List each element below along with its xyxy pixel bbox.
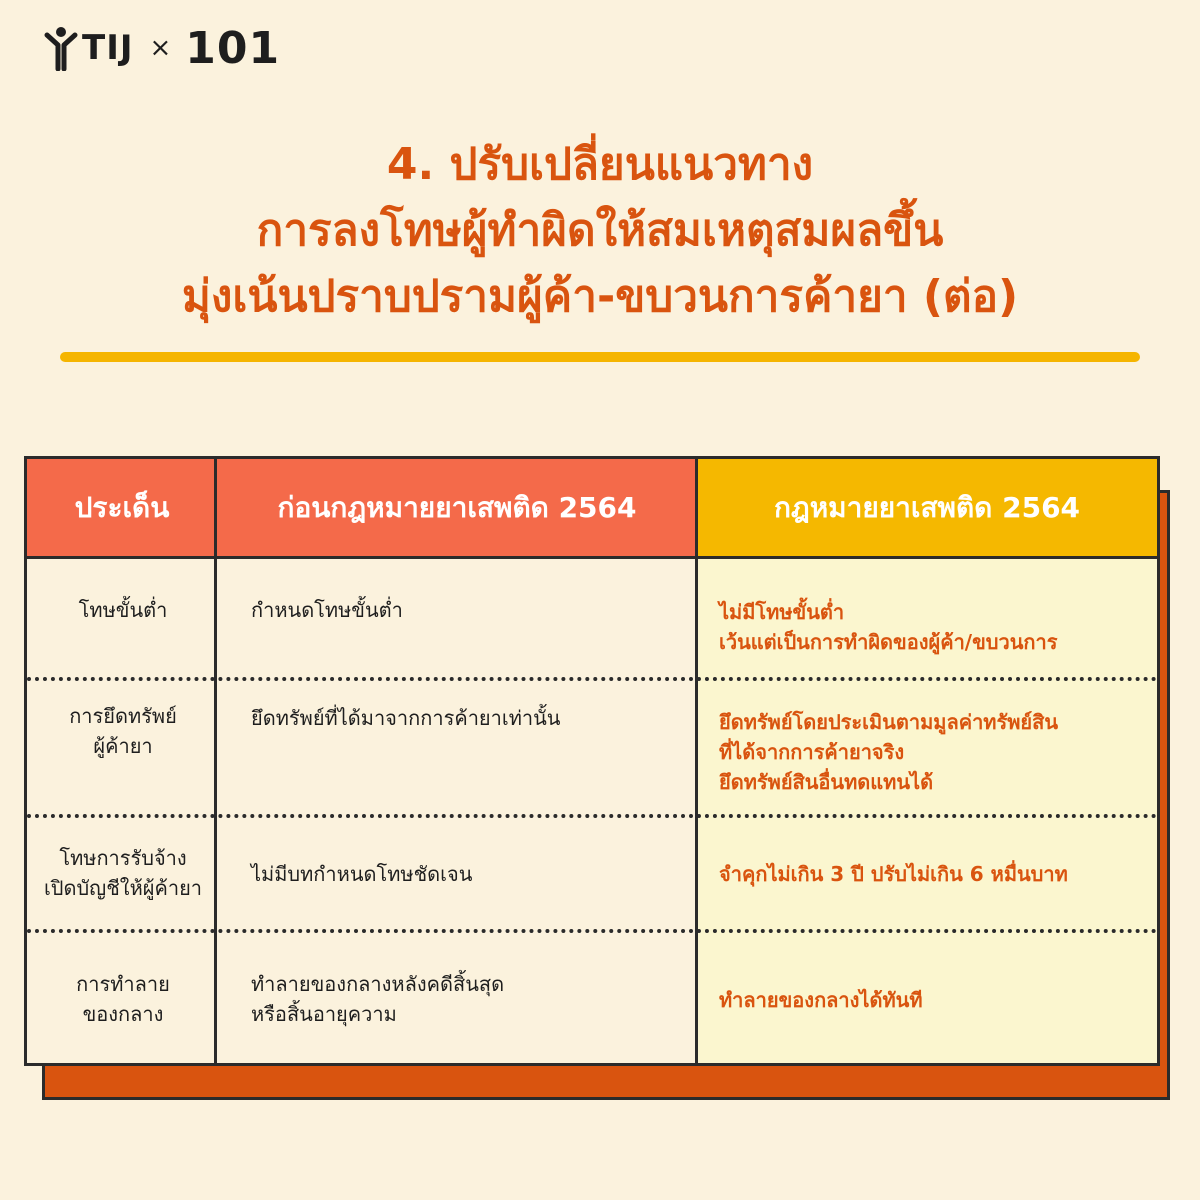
- title-line-1: 4. ปรับเปลี่ยนแนวทาง: [386, 139, 814, 190]
- header-before-law: ก่อนกฎหมายยาเสพติด 2564: [217, 459, 697, 559]
- title-line-3: มุ่งเน้นปราบปรามผู้ค้า-ขบวนการค้ายา (ต่อ): [181, 271, 1019, 322]
- logo-101-text: 101: [185, 22, 281, 74]
- table-cell-after: จำคุกไม่เกิน 3 ปี ปรับไม่เกิน 6 หมื่นบาท: [719, 862, 1068, 886]
- person-arms-up-icon: [44, 25, 78, 71]
- table-cell-issue: การทำลาย ของกลาง: [76, 972, 170, 1026]
- column-divider: [214, 459, 217, 1063]
- comparison-table: [24, 456, 1160, 1066]
- logo-separator: ×: [149, 33, 172, 63]
- title-underline: [60, 352, 1140, 362]
- table-cell-after: ทำลายของกลางได้ทันที: [719, 988, 923, 1012]
- logo: [44, 18, 280, 78]
- table-cell-issue: โทษการรับจ้าง เปิดบัญชีให้ผู้ค้ายา: [43, 846, 203, 900]
- table-cell-before: ไม่มีบทกำหนดโทษชัดเจน: [251, 862, 473, 886]
- table-cell-before: ทำลายของกลางหลังคดีสิ้นสุด หรือสิ้นอายุความ: [251, 972, 505, 1026]
- logo-tij-text: TIJ: [82, 28, 134, 68]
- row-divider: [27, 814, 1157, 818]
- table-cell-after: ยึดทรัพย์โดยประเมินตามมูลค่าทรัพย์สิน ที่ได้จากการค้ายาจริง ยึดทรัพย์สินอื่นทดแทนได้: [719, 710, 1059, 794]
- table-cell-issue: การยึดทรัพย์ ผู้ค้ายา: [69, 704, 177, 758]
- header-law-2564: กฎหมายยาเสพติด 2564: [697, 459, 1157, 559]
- header-issue: ประเด็น: [27, 459, 217, 559]
- table-cell-before: ยึดทรัพย์ที่ได้มาจากการค้ายาเท่านั้น: [251, 706, 561, 730]
- column-divider: [695, 459, 698, 1063]
- row-divider: [27, 677, 1157, 681]
- title-line-2: การลงโทษผู้ทำผิดให้สมเหตุสมผลขึ้น: [256, 205, 944, 256]
- row-divider: [27, 929, 1157, 933]
- table-cell-after: ไม่มีโทษขั้นต่ำ เว้นแต่เป็นการทำผิดของผู้ค้า/ขบวนการ: [719, 600, 1058, 654]
- table-cell-issue: โทษขั้นต่ำ: [78, 598, 168, 622]
- page-title: [0, 132, 1200, 330]
- table-cell-before: กำหนดโทษขั้นต่ำ: [251, 598, 403, 622]
